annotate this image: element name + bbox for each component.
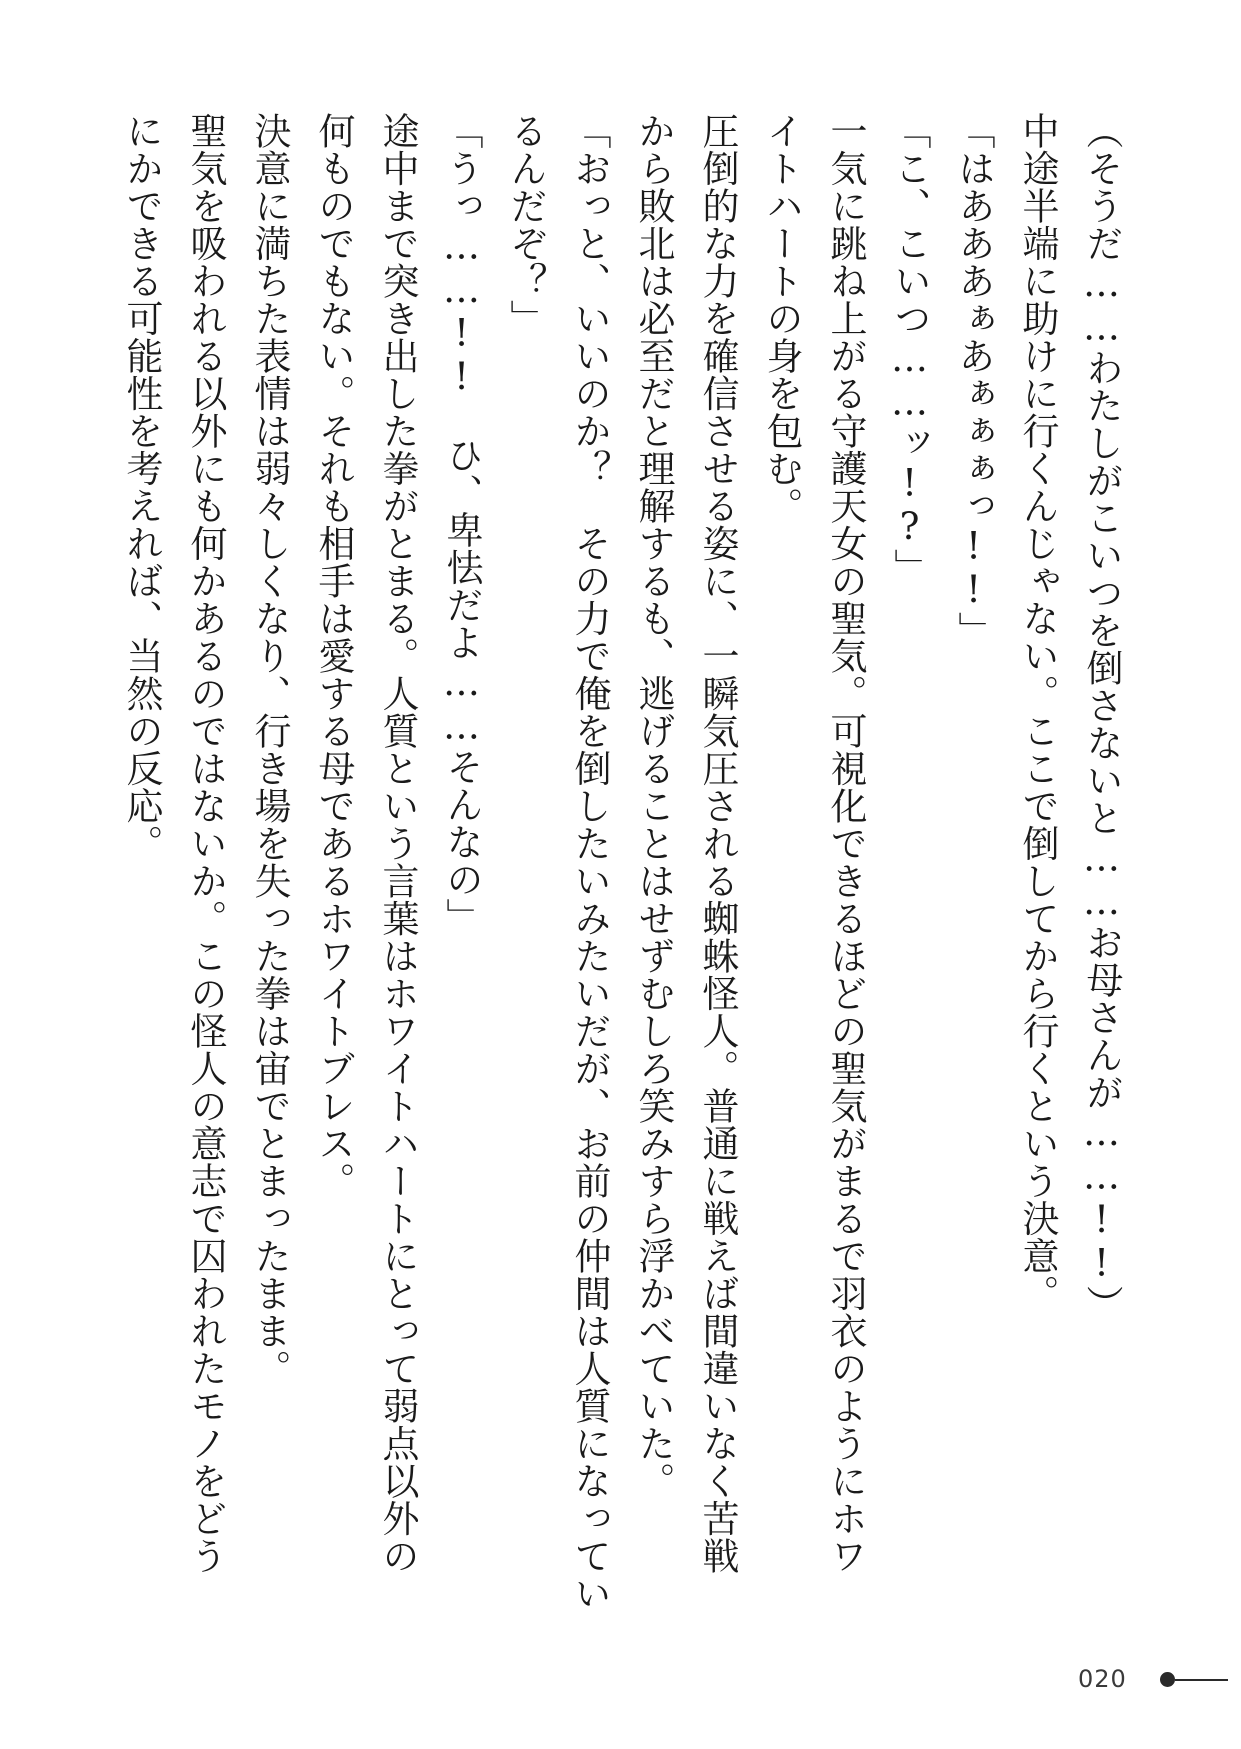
text-line: （そうだ……わたしがこいつを倒さないと……お母さんが……!!） [1080,112,1123,1323]
text-line: 圧倒的な力を確信させる姿に、一瞬気圧される蜘蛛怪人。普通に戦えば間違いなく苦戦 [696,112,739,1575]
text-line: から敗北は必至だと理解するも、逃げることはせずむしろ笑みすら浮かべていた。 [632,112,675,1500]
text-line: 一気に跳ね上がる守護天女の聖気。可視化できるほどの聖気がまるで羽衣のようにホワ [824,112,867,1575]
text-line: 聖気を吸われる以外にも何かあるのではないか。この怪人の意志で囚われたモノをどう [184,112,227,1575]
text-line: 「うっ……!! ひ、卑怯だよ……そんなの」 [440,112,483,936]
text-line: 何ものでもない。それも相手は愛する母であるホワイトブレス。 [312,112,355,1200]
body-text [103,112,1133,1652]
text-line: 決意に満ちた表情は弱々しくなり、行き場を失った拳は宙でとまったまま。 [248,112,291,1387]
page-marker-rule [1175,1679,1228,1681]
page-marker-dot-icon [1160,1672,1175,1687]
text-line: イトハートの身を包む。 [760,112,803,525]
text-line: 「はあああぁあぁぁぁっ!!」 [952,112,995,649]
text-line: 「こ、こいつ……ッ!?」 [888,112,931,586]
page-number: 020 [1078,1665,1127,1693]
text-line: 「おっと、いいのか？ その力で俺を倒したいみたいだが、お前の仲間は人質になってい [568,112,611,1612]
text-line: 途中まで突き出した拳がとまる。人質という言葉はホワイトハートにとって弱点以外の [376,112,419,1575]
text-line: にかできる可能性を考えれば、当然の反応。 [120,112,163,862]
text-line: るんだぞ？」 [504,112,547,337]
page-footer [1078,1664,1228,1694]
text-line: 中途半端に助けに行くんじゃない。ここで倒してから行くという決意。 [1016,112,1059,1312]
